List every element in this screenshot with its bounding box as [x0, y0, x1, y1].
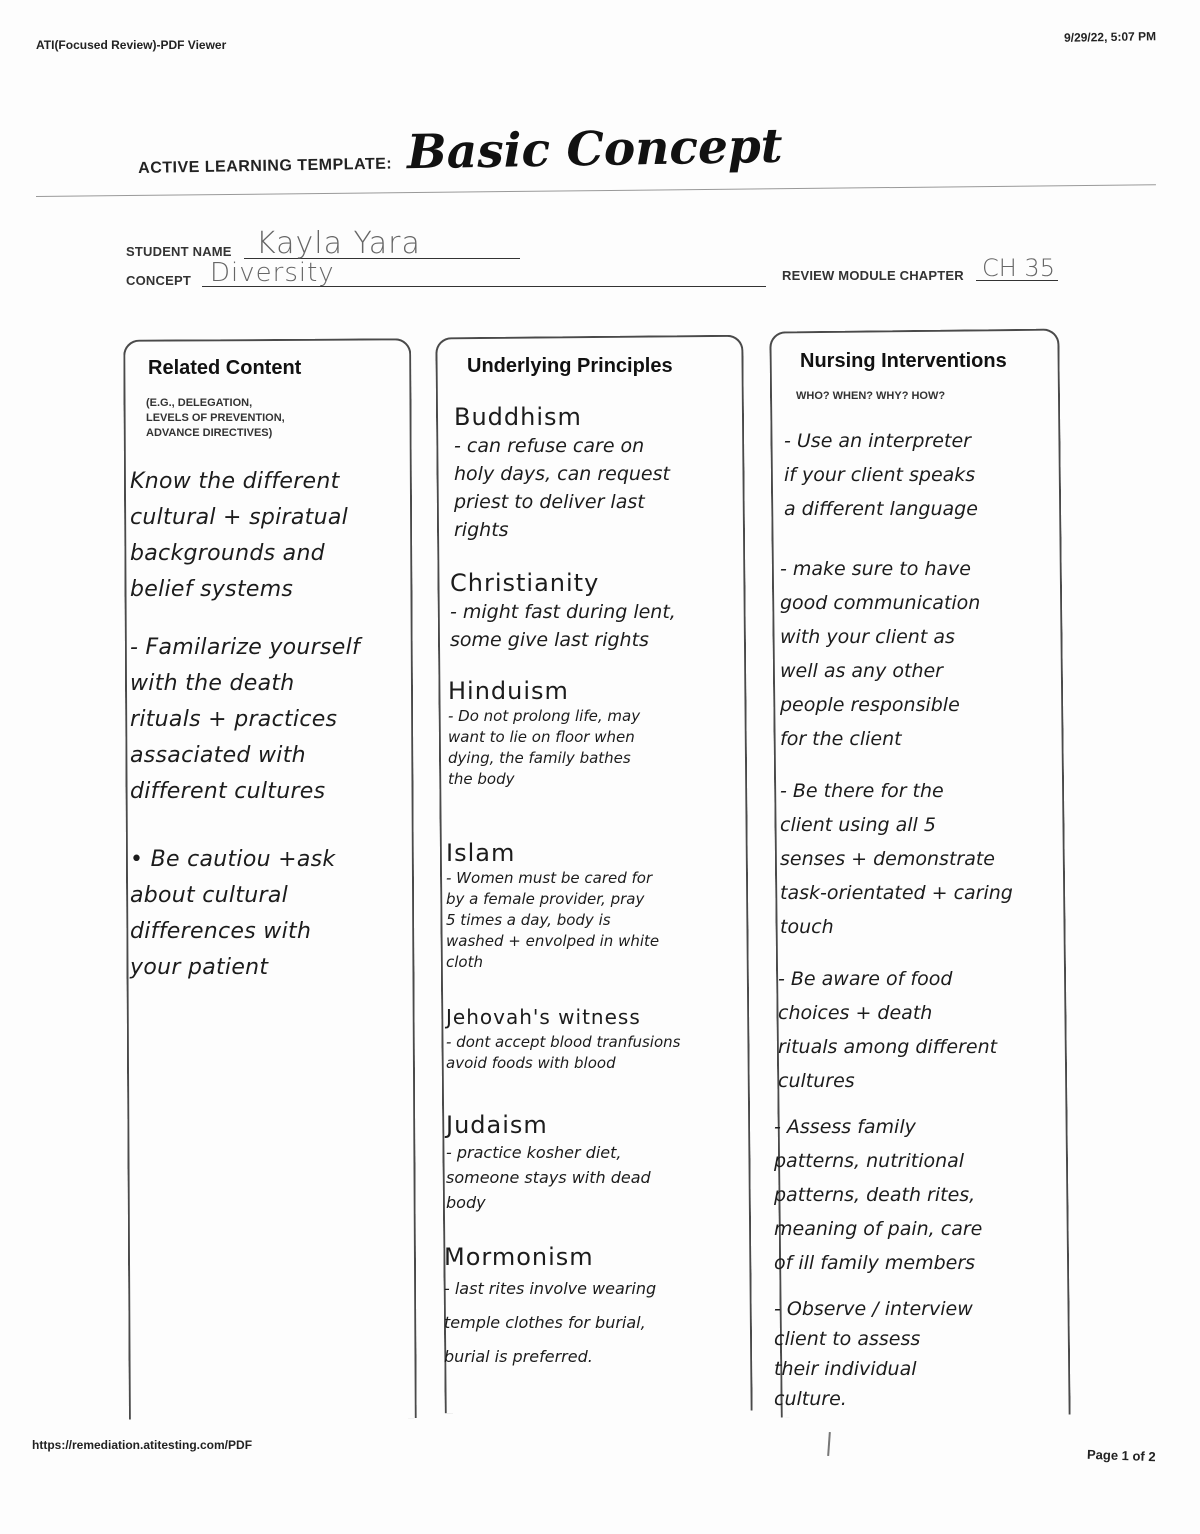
religion-text: - dont accept blood tranfusions avoid foods with blood — [446, 1033, 681, 1072]
religion-text: - last rites involve wearing temple clothes for burial, burial is preferred. — [444, 1279, 657, 1366]
concept-label: CONCEPT — [126, 273, 191, 288]
religion-name: Islam — [446, 839, 516, 867]
religion-name: Mormonism — [444, 1243, 594, 1271]
intervention-note: - make sure to have good communication with your client as well as any other people responsible for the client — [780, 558, 981, 750]
related-note: - Familarize yourself with the death rituals + practices assaciated with different cultures — [130, 635, 361, 804]
intervention-note: - Assess family patterns, nutritional patterns, death rites, meaning of pain, care of ill family members — [774, 1116, 983, 1274]
student-name-value: Kayla Yara — [256, 226, 421, 261]
title-divider — [36, 184, 1156, 197]
page-url: https://remediation.atitesting.com/PDF — [32, 1438, 253, 1452]
intervention-note: - Observe / interview client to assess their individual culture. — [774, 1298, 973, 1410]
religion-name: Buddhism — [454, 403, 582, 431]
religion-block — [444, 1242, 656, 1374]
religion-block — [448, 676, 640, 790]
religion-text: - Women must be cared for by a female provider, pray 5 times a day, body is washed + envolped in white cloth — [446, 869, 660, 971]
religion-name: Judaism — [446, 1111, 548, 1139]
student-name-label: STUDENT NAME — [126, 244, 232, 259]
intervention-note: - Be aware of food choices + death rituals among different cultures — [778, 968, 998, 1092]
religion-block — [450, 568, 676, 654]
religion-block — [446, 838, 659, 973]
stray-pen-mark — [827, 1432, 831, 1456]
nursing-interventions-subheading: WHO? WHEN? WHY? HOW? — [796, 390, 946, 402]
page-number: Page 1 of 2 — [1087, 1446, 1157, 1465]
related-content-heading: Related Content — [148, 357, 302, 379]
religion-name: Christianity — [450, 569, 600, 597]
template-title-row — [138, 119, 783, 185]
template-label: ACTIVE LEARNING TEMPLATE: — [138, 155, 393, 177]
religion-text: - can refuse care on holy days, can request priest to deliver last rights — [454, 435, 670, 541]
print-timestamp: 9/29/22, 5:07 PM — [1063, 29, 1157, 45]
concept-value: Diversity — [210, 258, 335, 288]
nursing-interventions-heading: Nursing Interventions — [800, 350, 1007, 372]
religion-block — [454, 402, 670, 544]
religion-block — [446, 1110, 651, 1215]
related-content-subheading: (E.G., DELEGATION, LEVELS OF PREVENTION, ADVANCE DIRECTIVES) — [146, 397, 285, 439]
related-note: Know the different cultural + spiratual backgrounds and belief systems — [130, 469, 349, 602]
religion-text: - practice kosher diet, someone stays with dead body — [446, 1143, 651, 1212]
related-note: • Be cautiou +ask about cultural differences with your patient — [130, 847, 336, 980]
religion-name: Hinduism — [448, 677, 569, 705]
religion-name: Jehovah's witness — [446, 1005, 641, 1029]
chapter-value: CH 35 — [982, 254, 1055, 282]
intervention-note: - Be there for the client using all 5 senses + demonstrate task-orientated + caring touch — [780, 780, 1013, 938]
template-title: Basic Concept — [406, 118, 783, 181]
intervention-note: - Use an interpreter if your client speaks a different language — [784, 430, 978, 520]
religion-block — [446, 1002, 680, 1074]
religion-text: - Do not prolong life, may want to lie on floor when dying, the family bathes the body — [448, 707, 641, 788]
chapter-label: REVIEW MODULE CHAPTER — [782, 268, 964, 283]
underlying-principles-heading: Underlying Principles — [467, 355, 673, 377]
browser-title: ATI(Focused Review)-PDF Viewer — [36, 38, 227, 52]
religion-text: - might fast during lent, some give last rights — [450, 601, 676, 651]
